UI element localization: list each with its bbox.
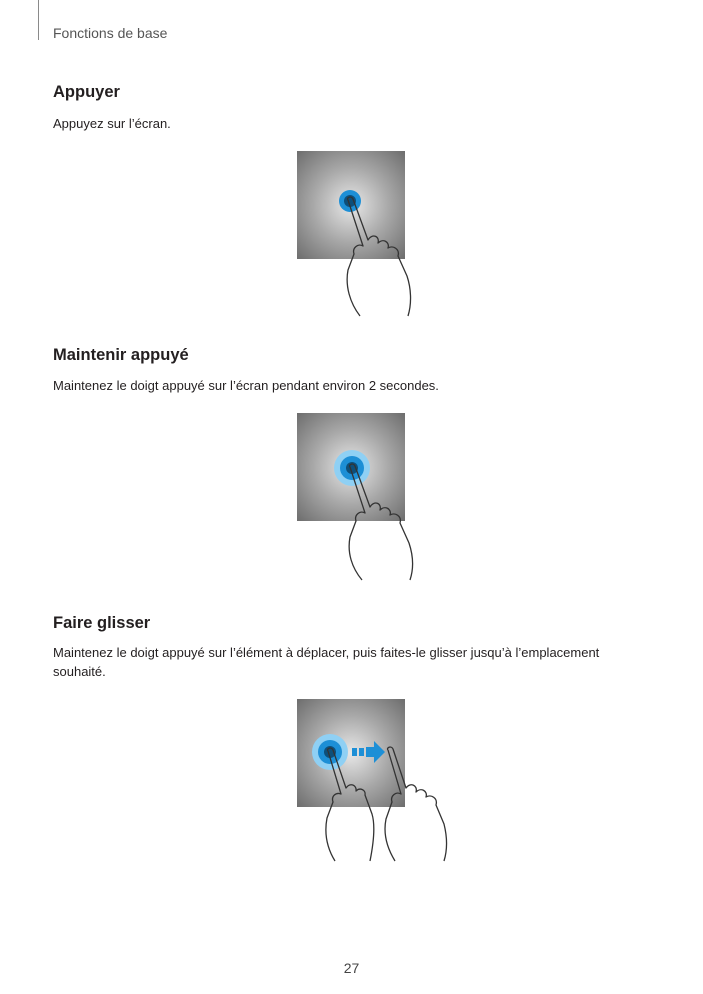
section-title-tap: Appuyer <box>53 83 120 101</box>
section-text-hold: Maintenez le doigt appuyé sur l’écran pendant environ 2 secondes. <box>53 378 439 393</box>
header-title: Fonctions de base <box>53 25 168 41</box>
tap-and-hold-gesture-icon <box>290 410 470 585</box>
section-text-drag: Maintenez le doigt appuyé sur l’élément à déplacer, puis faites-le glisser jusqu’à l’emplacement souhaité. <box>53 645 600 679</box>
section-title-drag: Faire glisser <box>53 614 151 632</box>
page-number: 27 <box>343 960 360 976</box>
header-rule <box>38 0 39 40</box>
section-title-hold: Maintenir appuyé <box>53 346 189 364</box>
tap-gesture-icon <box>290 148 470 323</box>
section-text-tap: Appuyez sur l’écran. <box>53 116 171 131</box>
drag-gesture-icon <box>290 696 470 871</box>
